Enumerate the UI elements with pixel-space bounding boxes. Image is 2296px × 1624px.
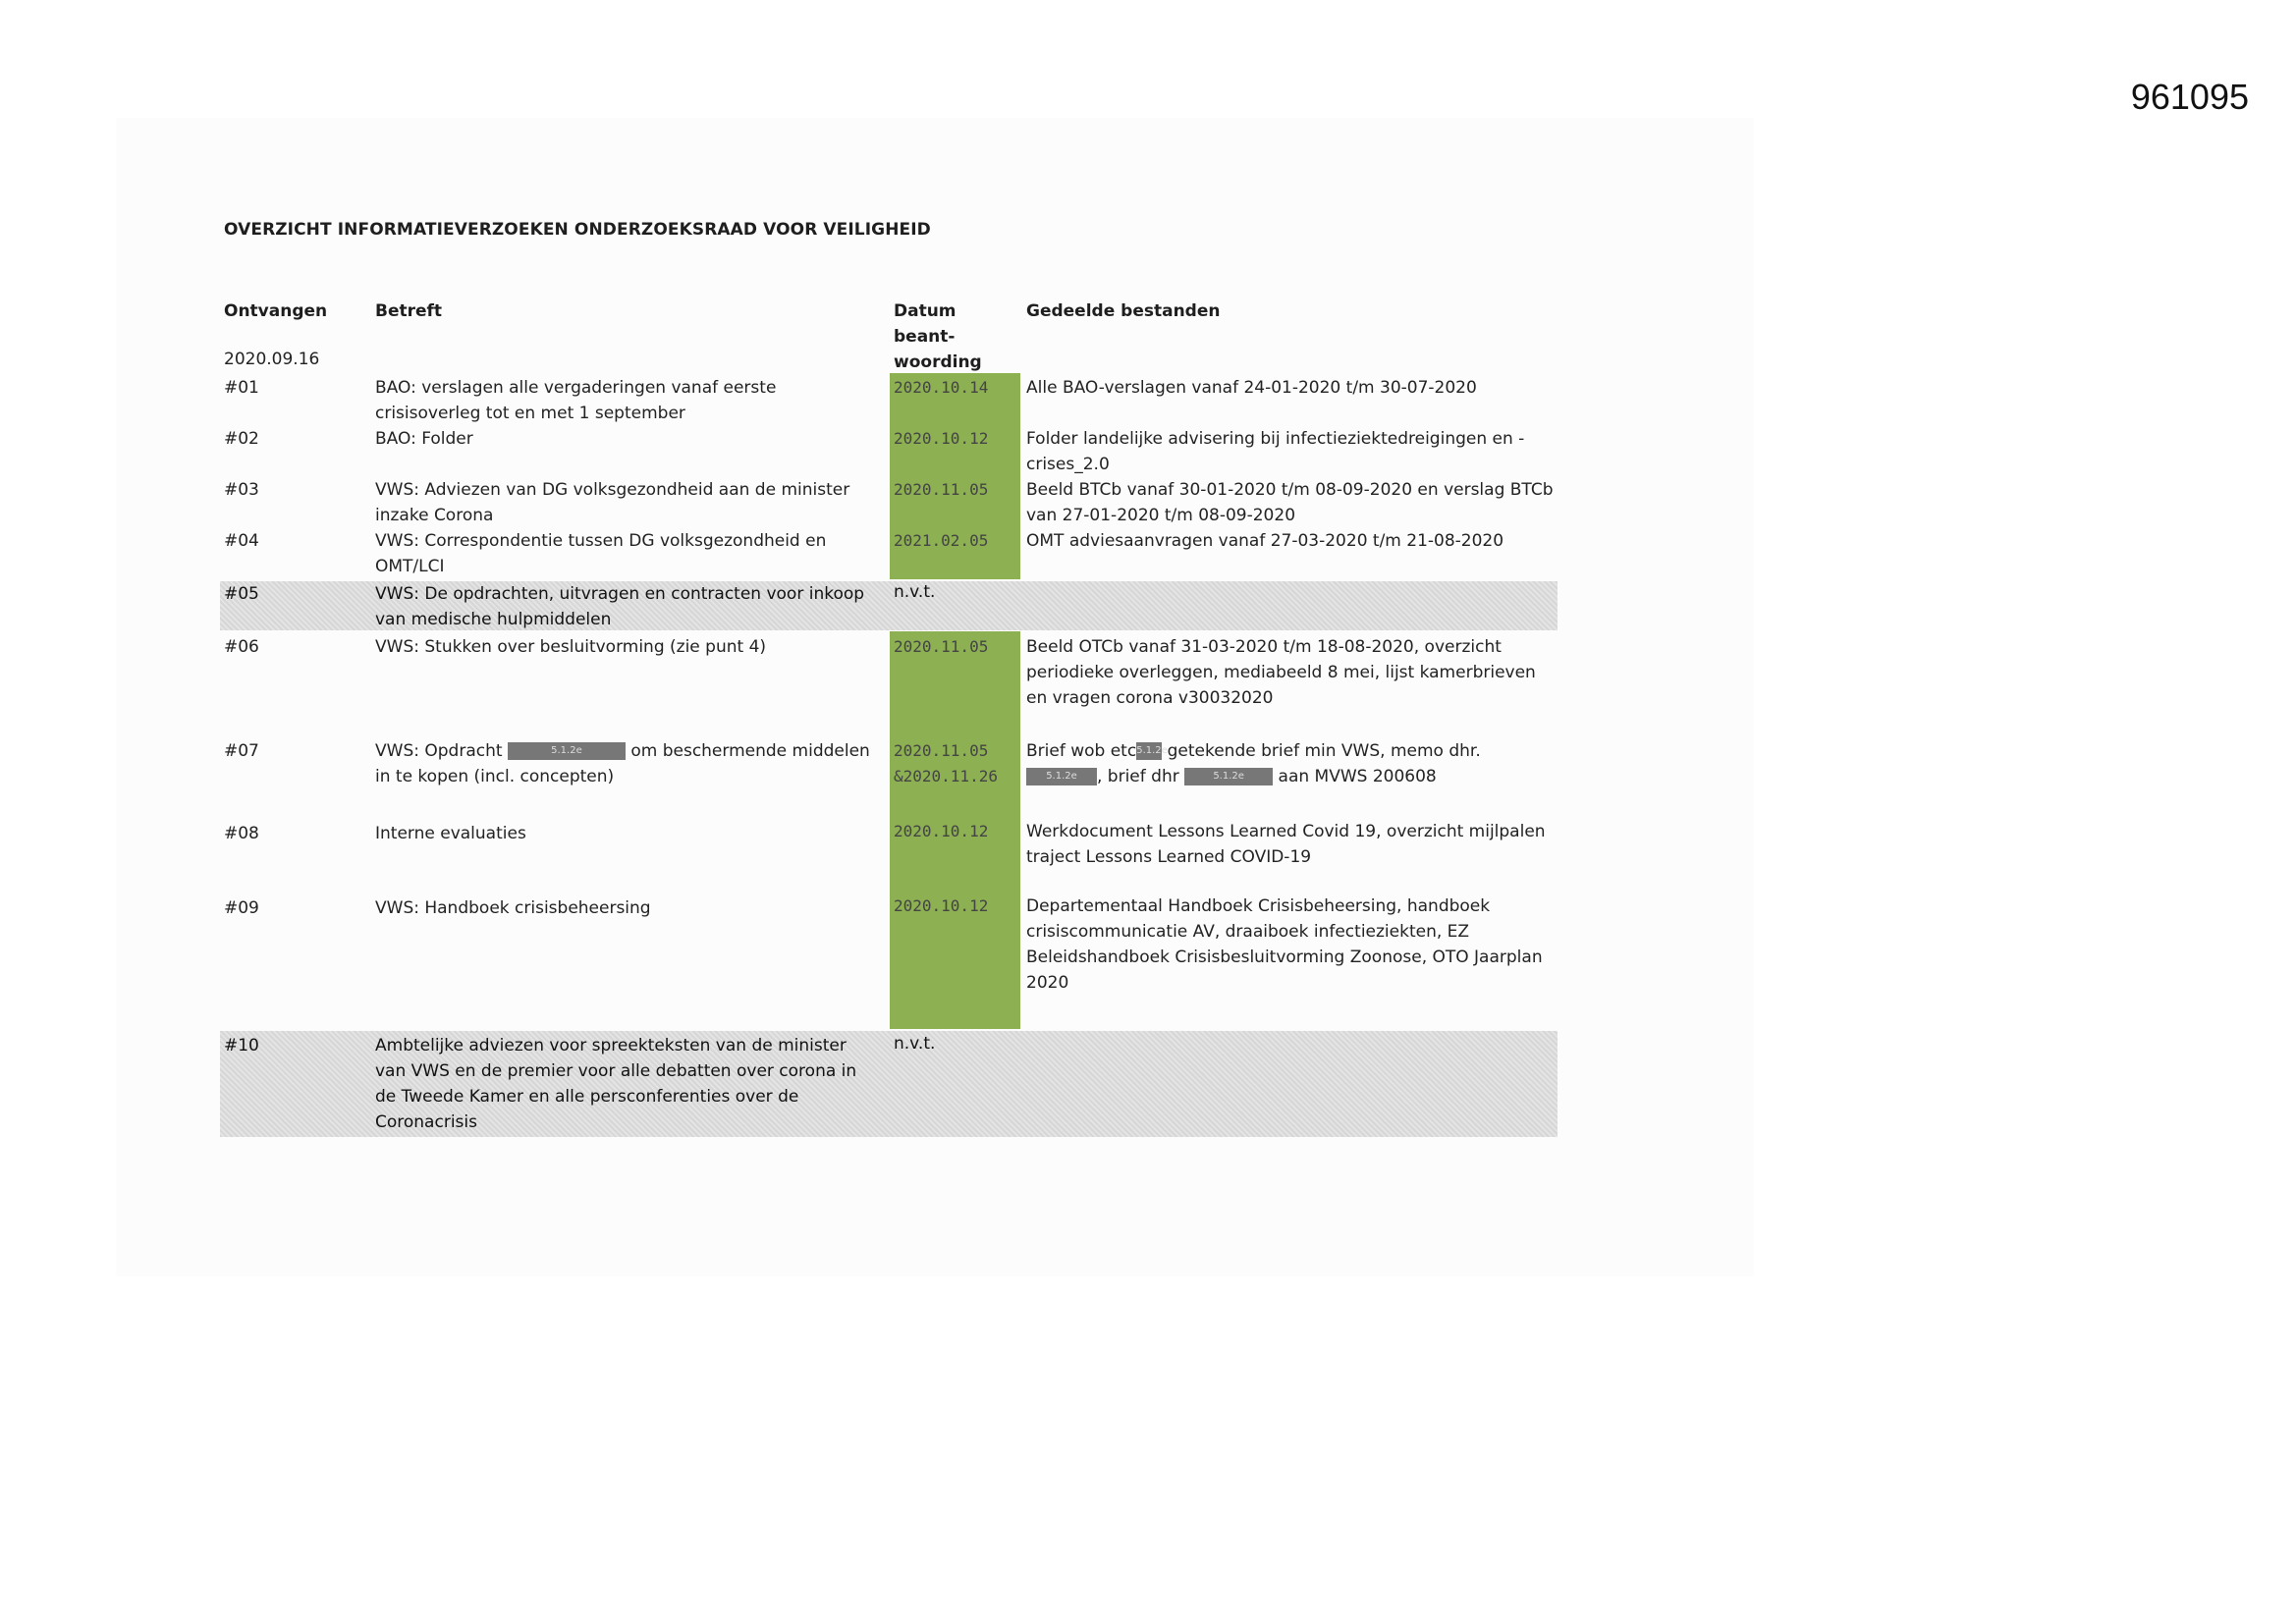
row-id: #04 bbox=[224, 531, 259, 551]
received-date: 2020.09.16 bbox=[224, 350, 320, 369]
row-bestanden-part: getekende brief min VWS, memo dhr. bbox=[1167, 741, 1481, 761]
row-betreft-part: VWS: Opdracht bbox=[375, 741, 503, 761]
row-bestanden: Departementaal Handboek Crisisbeheersing, handboek crisiscommunicatie AV, draaiboek infectieziekten, EZ Beleidshandboek Crisisbesluitvorming Zoonose, OTO Jaarplan 2020 bbox=[1026, 896, 1543, 993]
row-bestanden: Folder landelijke advisering bij infectieziektedreigingen en -crises_2.0 bbox=[1026, 429, 1525, 474]
row-id: #01 bbox=[224, 378, 259, 398]
row-datum: 2020.10.12 bbox=[894, 896, 989, 915]
row-id: #07 bbox=[224, 741, 259, 761]
row-betreft: BAO: verslagen alle vergaderingen vanaf eerste crisisoverleg tot en met 1 september bbox=[375, 378, 777, 423]
row-betreft: BAO: Folder bbox=[375, 429, 473, 449]
row-bestanden: Alle BAO-verslagen vanaf 24-01-2020 t/m 30-07-2020 bbox=[1026, 378, 1477, 398]
row-bestanden-part: aan MVWS 200608 bbox=[1278, 767, 1437, 786]
row-datum: 2020.10.12 bbox=[894, 429, 989, 448]
header-betreft: Betreft bbox=[375, 301, 443, 321]
row-bestanden: Werkdocument Lessons Learned Covid 19, overzicht mijlpalen traject Lessons Learned COVID-19 bbox=[1026, 822, 1546, 867]
row-bestanden: Beeld OTCb vanaf 31-03-2020 t/m 18-08-2020, overzicht periodieke overleggen, mediabeeld 8 mei, lijst kamerbrieven en vragen corona v30032020 bbox=[1026, 637, 1536, 708]
row-betreft: VWS: Correspondentie tussen DG volksgezondheid en OMT/LCI bbox=[375, 531, 827, 576]
document-title: OVERZICHT INFORMATIEVERZOEKEN ONDERZOEKSRAAD VOOR VEILIGHEID bbox=[224, 220, 931, 240]
row-bestanden: OMT adviesaanvragen vanaf 27-03-2020 t/m 21-08-2020 bbox=[1026, 531, 1504, 551]
redaction-box: 5.1.2e bbox=[1136, 742, 1162, 760]
row-id: #09 bbox=[224, 898, 259, 918]
row-datum: 2020.11.05 bbox=[894, 637, 989, 656]
row-datum-line: &2020.11.26 bbox=[894, 767, 998, 785]
row-id: #08 bbox=[224, 824, 259, 843]
row-bestanden: Beeld BTCb vanaf 30-01-2020 t/m 08-09-2020 en verslag BTCb van 27-01-2020 t/m 08-09-2020 bbox=[1026, 480, 1554, 525]
document-number: 961095 bbox=[2130, 77, 2249, 117]
row-datum: 2021.02.05 bbox=[894, 531, 989, 550]
row-betreft: VWS: Adviezen van DG volksgezondheid aan de minister inzake Corona bbox=[375, 480, 850, 525]
row-betreft: Interne evaluaties bbox=[375, 824, 526, 843]
row-datum: 2020.10.12 bbox=[894, 822, 989, 840]
row-id: #02 bbox=[224, 429, 259, 449]
row-datum bbox=[894, 738, 998, 789]
row-datum: n.v.t. bbox=[894, 582, 936, 602]
redaction-box: 5.1.2e bbox=[508, 742, 626, 760]
row-betreft: VWS: De opdrachten, uitvragen en contracten voor inkoop van medische hulpmiddelen bbox=[375, 584, 865, 629]
row-id: #06 bbox=[224, 637, 259, 657]
row-bestanden-part: Brief wob etc bbox=[1026, 741, 1137, 761]
row-betreft: VWS: Handboek crisisbeheersing bbox=[375, 898, 651, 918]
row-datum: 2020.11.05 bbox=[894, 480, 989, 499]
row-betreft: VWS: Stukken over besluitvorming (zie punt 4) bbox=[375, 637, 767, 657]
redaction-box: 5.1.2e bbox=[1184, 768, 1273, 785]
row-bestanden-part: , brief dhr bbox=[1097, 767, 1179, 786]
row-id: #05 bbox=[224, 584, 259, 604]
row-betreft bbox=[375, 738, 886, 789]
row-datum-line: 2020.11.05 bbox=[894, 741, 989, 760]
header-datum: Datum beant-woording bbox=[894, 301, 982, 372]
redaction-box: 5.1.2e bbox=[1026, 768, 1097, 785]
row-id: #03 bbox=[224, 480, 259, 500]
header-bestanden: Gedeelde bestanden bbox=[1026, 301, 1221, 321]
row-betreft-part: om beschermende middelen in te kopen (incl. concepten) bbox=[375, 741, 870, 786]
row-datum: 2020.10.14 bbox=[894, 378, 989, 397]
row-betreft: Ambtelijke adviezen voor spreekteksten van de minister van VWS en de premier voor alle debatten over corona in de Tweede Kamer en alle persconferenties over de Coronacrisis bbox=[375, 1036, 857, 1132]
row-datum: n.v.t. bbox=[894, 1034, 936, 1054]
row-id: #10 bbox=[224, 1036, 259, 1056]
row-bestanden bbox=[1026, 738, 1557, 789]
header-ontvangen: Ontvangen bbox=[224, 301, 328, 321]
